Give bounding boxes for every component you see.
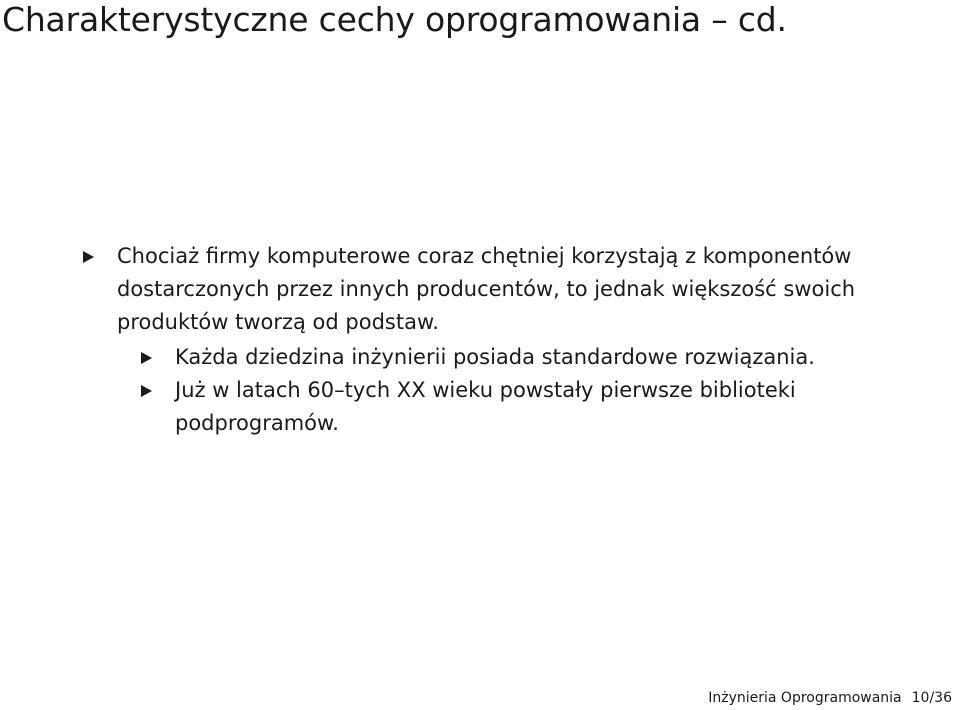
footer-page-number: 10/36	[911, 690, 952, 706]
sub-bullet-list	[80, 341, 940, 440]
sub-bullet-text: Każda dziedzina inżynierii posiada standardowe rozwiązania.	[175, 345, 815, 369]
slide-footer	[708, 689, 952, 707]
sub-bullet-item	[138, 341, 940, 374]
bullet-text: Chociaż firmy komputerowe coraz chętniej korzystają z komponentów dostarczonych przez innych producentów, to jednak większość swoich produktów tworzą od podstaw.	[117, 244, 856, 334]
bullet-item	[80, 240, 940, 339]
triangle-bullet-icon	[141, 385, 152, 397]
slide-content	[80, 240, 940, 440]
slide-title: Charakterystyczne cechy oprogramowania – cd.	[2, 0, 787, 39]
sub-bullet-item	[138, 374, 940, 440]
triangle-bullet-icon	[83, 251, 94, 263]
sub-bullet-text: Już w latach 60–tych XX wieku powstały pierwsze biblioteki podprogramów.	[175, 378, 796, 435]
footer-course-title: Inżynieria Oprogramowania	[708, 690, 902, 706]
triangle-bullet-icon	[141, 352, 152, 364]
